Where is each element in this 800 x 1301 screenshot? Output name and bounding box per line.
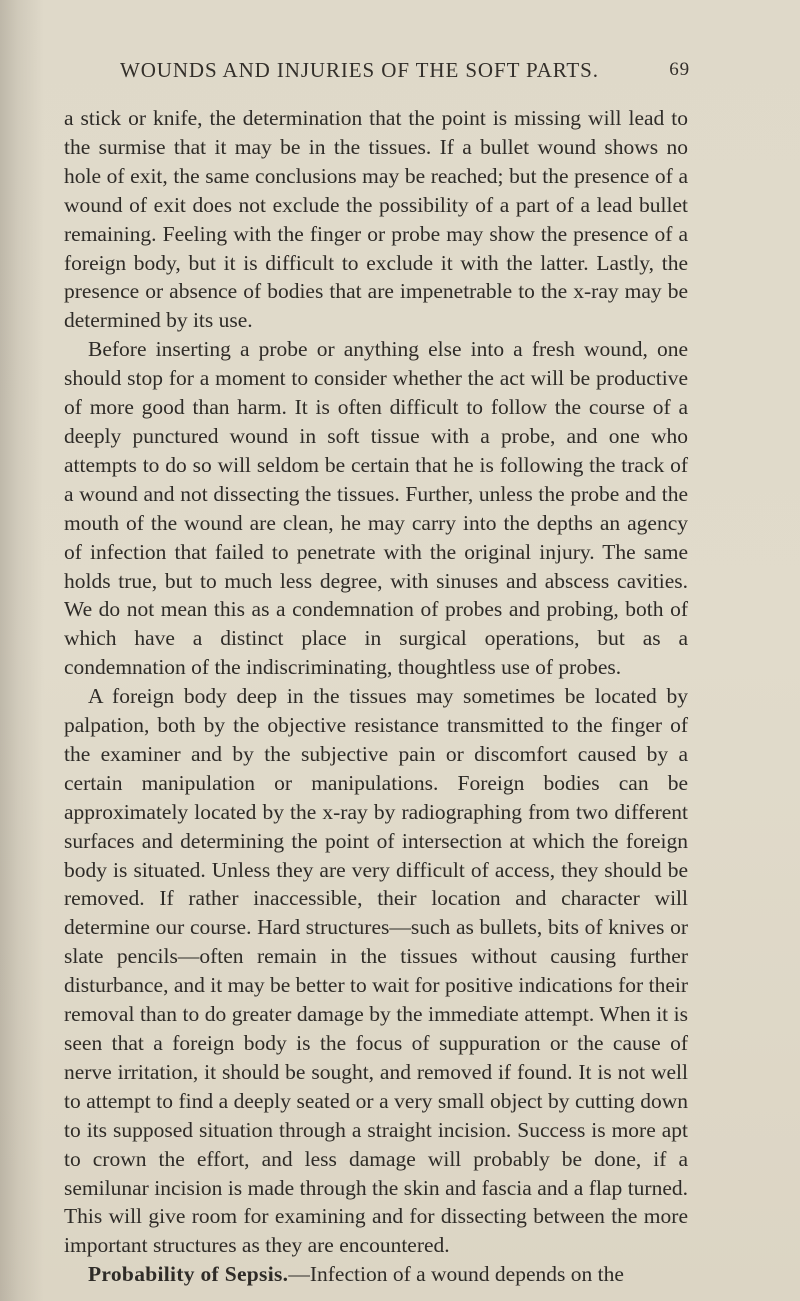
body-text [64,104,688,1289]
paragraph-text: —Infection of a wound depends on the [288,1262,624,1287]
running-head: WOUNDS AND INJURIES OF THE SOFT PARTS. [120,57,599,82]
paragraph: Before inserting a probe or anything else into a fresh wound, one should stop for a moment to consider whether the act will be productive of more good than harm. It is often difficult to follow the course of a deeply punctured wound in soft tissue with a probe, and one who attempts to do so will seldom be certain that he is following the track of a wound and not dissecting the tissues. Further, unless the probe and the mouth of the wound are clean, he may carry into the depths an agency of infection that failed to penetrate with the original injury. The same holds true, but to much less degree, with sinuses and abscess cavities. We do not mean this as a condemnation of probes and probing, both of which have a distinct place in surgical operations, but as a condemnation of the indiscriminating, thoughtless use of probes. [64,337,688,680]
paragraph: A foreign body deep in the tissues may sometimes be located by palpation, both by the objective resistance transmitted to the finger of the examiner and by the subjective pain or discomfort caused by a certain manipulation or manipulations. Foreign bodies can be approximately located by the x-ray by radiographing from two different surfaces and determining the point of intersection at which the foreign body is situated. Unless they are very difficult of access, they should be removed. If rather inaccessible, their location and character will determine our course. Hard structures—such as bullets, bits of knives or slate pencils—often remain in the tissues without causing further disturbance, and it may be better to wait for positive indications for their removal than to do greater damage by the immediate attempt. When it is seen that a foreign body is the focus of suppuration or the cause of nerve irritation, it should be sought, and removed if found. It is not well to attempt to find a deeply seated or a very small object by cutting down to its supposed situation through a straight incision. Success is more apt to crown the effort, and less damage will probably be done, if a semilunar incision is made through the skin and fascia and a flap turned. This will give room for examining and for dissecting between the more important structures as they are encountered. [64,684,688,1258]
paragraph: a stick or knife, the determination that the point is missing will lead to the surmise that it may be in the tissues. If a bullet wound shows no hole of exit, the same conclusions may be reached; but the presence of a wound of exit does not exclude the possibility of a part of a lead bullet remaining. Feeling with the finger or probe may show the presence of a foreign body, but it is difficult to exclude it with the latter. Lastly, the presence or absence of bodies that are impenetrable to the x-ray may be determined by its use. [64,106,688,333]
run-in-heading: Probability of Sepsis. [88,1262,289,1287]
page-number: 69 [669,59,690,80]
paragraph-with-heading [64,1260,688,1289]
page-header [120,50,690,90]
